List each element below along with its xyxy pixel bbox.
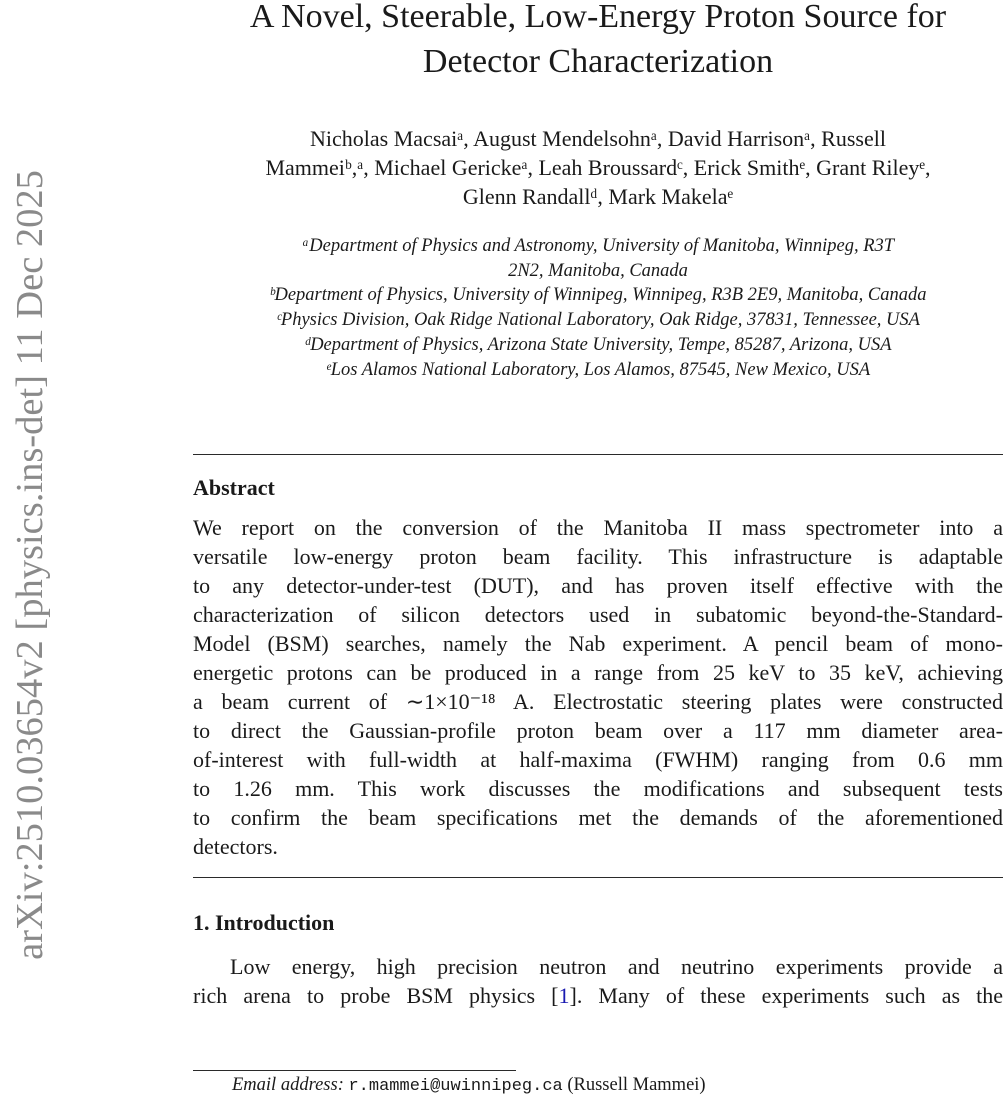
title-line-2: Detector Characterization: [422, 43, 774, 80]
abstract-line: of-interest with full-width at half-maxima (FWHM) ranging from 0.6 mm: [193, 747, 1003, 773]
citation-link[interactable]: 1: [558, 983, 570, 1009]
paper-page: [193, 0, 1003, 1010]
footnote-rule: [193, 1070, 516, 1071]
abstract-line: Model (BSM) searches, namely the Nab experiment. A pencil beam of mono-: [193, 631, 1003, 657]
affiliation-c: ᶜPhysics Division, Oak Ridge National Laboratory, Oak Ridge, 37831, Tennessee, USA: [276, 310, 920, 331]
abstract-line: We report on the conversion of the Manitoba II mass spectrometer into a: [193, 515, 1003, 541]
abstract-line: to confirm the beam specifications met the demands of the aforementioned: [193, 805, 1003, 831]
abstract-top-rule: [193, 454, 1003, 455]
introduction-heading: 1. Introduction: [193, 910, 335, 936]
intro-line-2: [193, 981, 1003, 1010]
author-list: [193, 124, 1003, 211]
abstract-body: [193, 513, 1003, 861]
authors-line-2: Mammeiᵇ,ᵃ, Michael Gerickeᵃ, Leah Broussardᶜ, Erick Smithᵉ, Grant Rileyᵉ,: [265, 155, 931, 180]
abstract-line: to direct the Gaussian-profile proton beam over a 117 mm diameter area-: [193, 718, 1003, 744]
affiliations: [193, 234, 1003, 382]
abstract-bottom-rule: [193, 877, 1003, 878]
authors-line-3: Glenn Randallᵈ, Mark Makelaᵉ: [462, 184, 734, 209]
affiliation-b: ᵇDepartment of Physics, University of Winnipeg, Winnipeg, R3B 2E9, Manitoba, Canada: [269, 285, 927, 306]
email-address[interactable]: r.mammei@uwinnipeg.ca: [348, 1077, 563, 1096]
abstract-line: detectors.: [193, 834, 278, 860]
intro-text: ]. Many of these experiments such as the: [569, 983, 1003, 1009]
footnote-label: Email address:: [232, 1075, 344, 1095]
affiliation-d: ᵈDepartment of Physics, Arizona State University, Tempe, 85287, Arizona, USA: [304, 334, 892, 355]
introduction-body: [193, 952, 1003, 1010]
arxiv-identifier: arXiv:2510.03654v2 [physics.ins-det] 11 Dec 2025: [9, 170, 51, 960]
intro-line-1: Low energy, high precision neutron and neutrino experiments provide a: [230, 954, 1003, 980]
abstract-line: versatile low-energy proton beam facility. This infrastructure is adaptable: [193, 544, 1003, 570]
footnote-name: (Russell Mammei): [567, 1075, 706, 1095]
abstract-line: energetic protons can be produced in a range from 25 keV to 35 keV, achieving: [193, 660, 1003, 686]
abstract-line: to any detector-under-test (DUT), and has proven itself effective with the: [193, 573, 1003, 599]
affiliation-a-line-1: ᵃDepartment of Physics and Astronomy, University of Manitoba, Winnipeg, R3T: [301, 236, 895, 256]
footnote: [232, 1074, 706, 1098]
title-line-1: A Novel, Steerable, Low-Energy Proton Source for: [249, 0, 947, 35]
affiliation-e: ᵉLos Alamos National Laboratory, Los Alamos, 87545, New Mexico, USA: [325, 359, 871, 380]
arxiv-sidebar: [0, 0, 60, 1099]
abstract-heading: Abstract: [193, 475, 275, 501]
affiliation-a-line-2: 2N2, Manitoba, Canada: [508, 260, 688, 281]
abstract-line: a beam current of ∼1×10⁻¹⁸ A. Electrostatic steering plates were constructed: [193, 689, 1003, 715]
abstract-line: characterization of silicon detectors used in subatomic beyond-the-Standard-: [193, 602, 1003, 628]
authors-line-1: Nicholas Macsaiᵃ, August Mendelsohnᵃ, David Harrisonᵃ, Russell: [310, 126, 886, 151]
abstract-line: to 1.26 mm. This work discusses the modifications and subsequent tests: [193, 776, 1003, 802]
paper-title: [193, 0, 1003, 84]
intro-text: rich arena to probe BSM physics [: [193, 983, 559, 1009]
